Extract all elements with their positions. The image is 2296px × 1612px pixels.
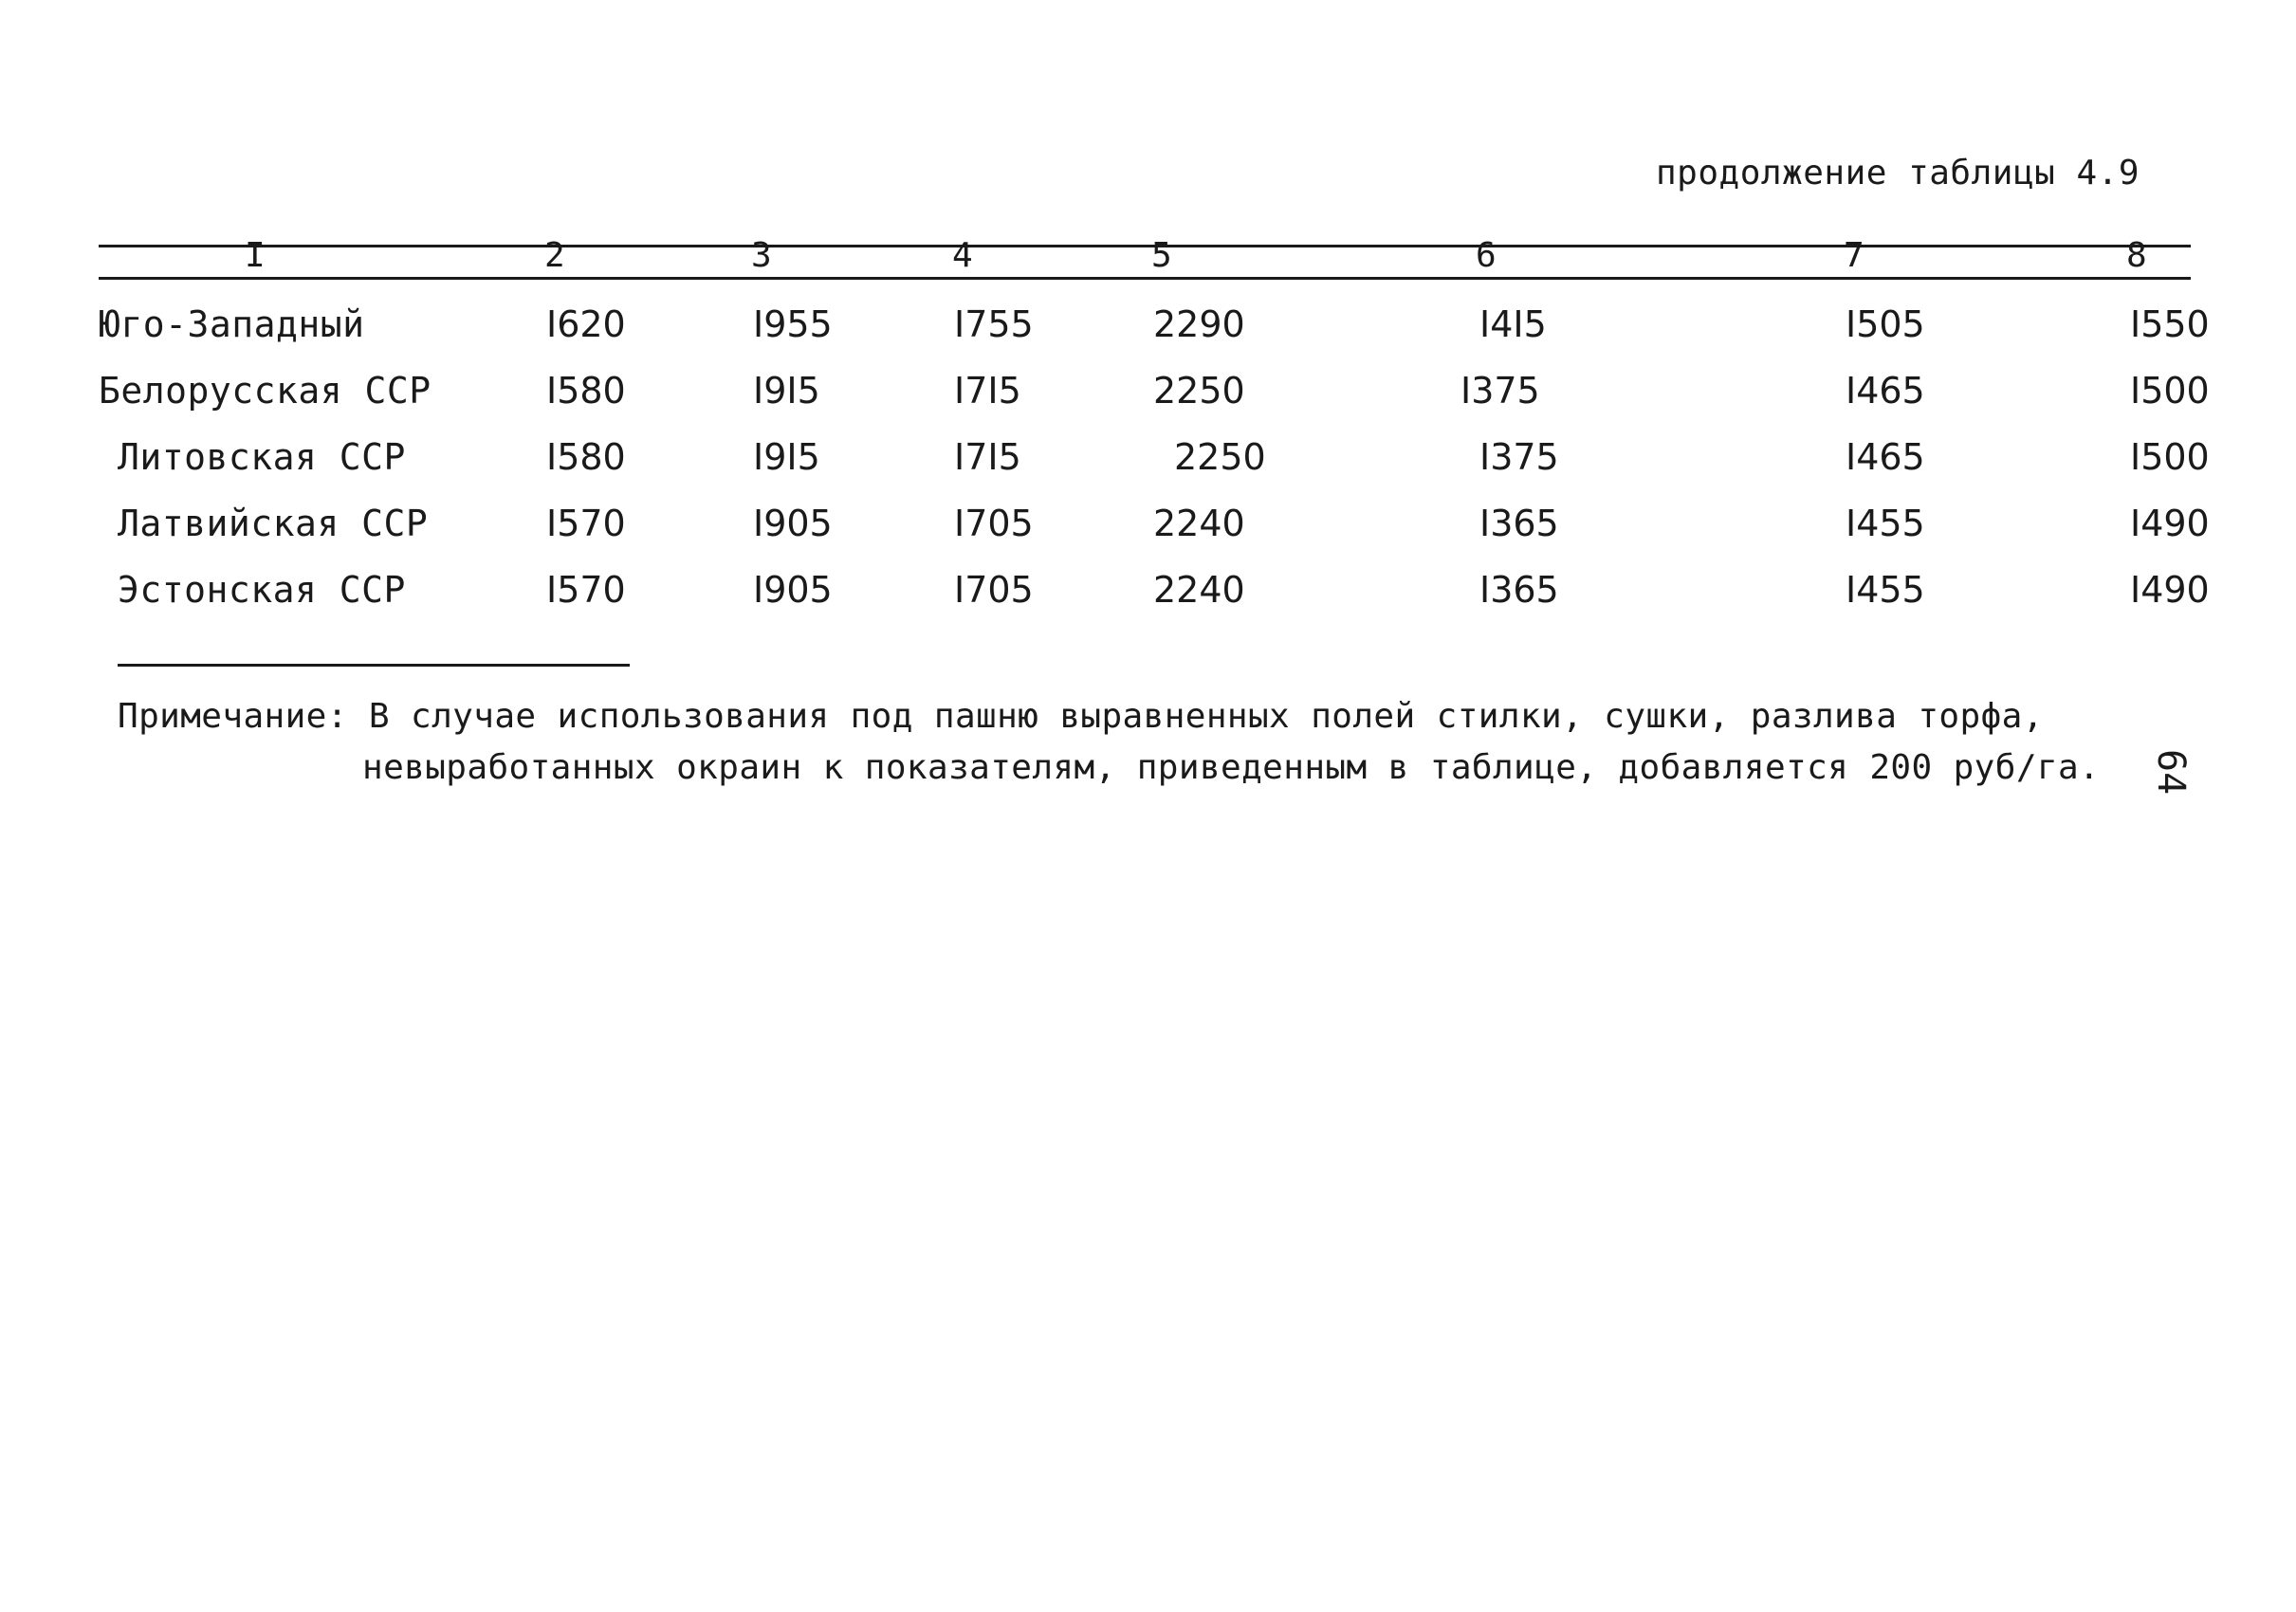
table-cell: I955 [753,303,833,345]
table-cell: I9I5 [753,436,820,478]
table-cell: I570 [546,503,626,544]
table-cell: I580 [546,436,626,478]
table-cell: I490 [2130,503,2210,544]
table-cell: I375 [1460,370,1540,412]
table-cell: I500 [2130,436,2210,478]
column-number-6: 6 [1476,236,1497,275]
table-cell: I365 [1479,503,1559,544]
table-cell: I505 [1846,303,1925,345]
footnote-line-1: Примечание: В случае использования под пашню выравненных полей стилки, сушки, разлива торфа, [118,697,2044,736]
column-number-8: 8 [2126,236,2147,275]
table-cell: I7I5 [954,370,1021,412]
table-row-label: Латвийская ССР [118,503,429,544]
table-cell: I455 [1846,569,1925,611]
footnote-separator [118,664,630,667]
table-cell: I490 [2130,569,2210,611]
table-row-label: Эстонская ССР [118,569,406,611]
column-number-1: I [245,236,266,275]
table-cell: I620 [546,303,626,345]
table-header-top-rule [99,245,2191,247]
column-number-5: 5 [1151,236,1172,275]
table-cell: I905 [753,503,833,544]
table-cell: I455 [1846,503,1925,544]
table-cell: I500 [2130,370,2210,412]
table-cell: 2250 [1153,370,1245,412]
column-number-4: 4 [952,236,973,275]
table-cell: I705 [954,503,1034,544]
table-cell: 2290 [1153,303,1245,345]
table-caption: продолжение таблицы 4.9 [1656,154,2140,192]
column-number-7: 7 [1844,236,1864,275]
table-cell: 2240 [1153,503,1245,544]
table-cell: I465 [1846,370,1925,412]
table-cell: I465 [1846,436,1925,478]
table-cell: I375 [1479,436,1559,478]
table-cell: I7I5 [954,436,1021,478]
column-number-2: 2 [544,236,565,275]
table-header-bottom-rule [99,277,2191,280]
table-cell: I755 [954,303,1034,345]
table-cell: I9I5 [753,370,820,412]
table-cell: I4I5 [1479,303,1547,345]
table-cell: I550 [2130,303,2210,345]
table-row-label: Литовская ССР [118,436,406,478]
page-number: 64 [2149,749,2193,796]
table-cell: 2240 [1153,569,1245,611]
table-cell: I570 [546,569,626,611]
table-cell: I365 [1479,569,1559,611]
table-cell: 2250 [1174,436,1266,478]
table-cell: I705 [954,569,1034,611]
table-row-label: Белорусская ССР [99,370,432,412]
table-row-label: Юго-Западный [99,303,365,345]
table-cell: I905 [753,569,833,611]
footnote-line-2: невыработанных окраин к показателям, приведенным в таблице, добавляется 200 руб/га. [362,748,2101,787]
column-number-3: 3 [751,236,772,275]
table-cell: I580 [546,370,626,412]
